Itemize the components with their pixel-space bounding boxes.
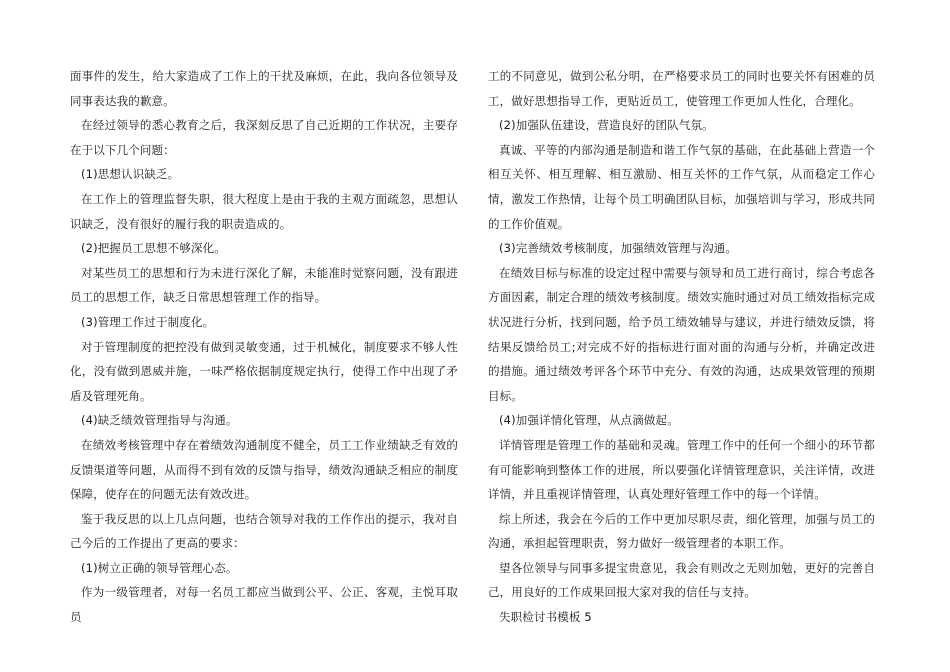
section-heading: (1)树立正确的领导管理心态。 (81, 560, 238, 575)
section-heading: (4)缺乏绩效管理指导与沟通。 (81, 413, 238, 428)
body-paragraph: 真诚、平等的内部沟通是制造和谐工作气氛的基础，在此基础上营造一个相互关怀、相互理解、相互激励、相互关怀的工作气氛，从而稳定工作心情，激发工作热情，让每个员工明确团队目标，加强培训与学习，形成共同的工作价值观。 (488, 142, 875, 231)
body-paragraph: 在绩效考核管理中存在着绩效沟通制度不健全，员工工作业绩缺乏有效的反馈渠道等问题，从而得不到有效的反馈与指导，绩效沟通缺乏相应的制度保障，使存在的问题无法有效改进。 (70, 437, 458, 502)
body-paragraph: 对某些员工的思想和行为未进行深化了解，未能准时觉察问题，没有跟进员工的思想工作，缺乏日常思想管理工作的指导。 (70, 265, 458, 305)
section-heading: (4)加强详情化管理，从点滴做起。 (499, 413, 679, 428)
body-paragraph: 详情管理是管理工作的基础和灵魂。管理工作中的任何一个细小的环节都有可能影响到整体工作的进展，所以要强化详情管理意识，关注详情，改进详情，并且重视详情管理，认真处理好管理工作中的每一个详情。 (488, 437, 875, 502)
section-heading: (3)管理工作过于制度化。 (81, 314, 215, 329)
body-text: 面事件的发生，给大家造成了工作上的干扰及麻烦，在此，我向各位领导及同事表达我的歉意。 (70, 69, 458, 108)
body-paragraph: 鉴于我反思的以上几点问题，也结合领导对我的工作作出的提示，我对自己今后的工作提出了更高的要求： (70, 511, 458, 551)
section-heading: (3)完善绩效考核制度，加强绩效管理与沟通。 (499, 241, 738, 256)
body-paragraph: 综上所述，我会在今后的工作中更加尽职尽责，细化管理，加强与员工的沟通，承担起管理职责，努力做好一级管理者的本职工作。 (488, 511, 875, 551)
section-heading: (2)加强队伍建设，营造良好的团队气氛。 (499, 118, 714, 133)
body-paragraph: 在工作上的管理监督失职，很大程度上是由于我的主观方面疏忽，思想认识缺乏，没有很好的履行我的职责造成的。 (70, 191, 458, 231)
body-paragraph: 对于管理制度的把控没有做到灵敏变通，过于机械化，制度要求不够人性化，没有做到恩威并施，一味严格依据制度规定执行，使得工作中出现了矛盾及管理死角。 (70, 339, 458, 403)
section-heading: (1)思想认识缺乏。 (81, 167, 180, 182)
section-heading: (2)把握员工思想不够深化。 (81, 241, 226, 256)
body-paragraph: 在绩效目标与标准的设定过程中需要与领导和员工进行商讨，综合考虑各方面因素，制定合理的绩效考核制度。绩效实施时通过对员工绩效指标完成状况进行分析，找到问题，给予员工绩效辅导与建议，并进行绩效反馈，将结果反馈给员工;对完成不好的指标进行面对面的沟通与分析，并确定改进的措施。通过绩效考评各个环节中充分、有效的沟通，达成果效管理的预期目标。 (488, 265, 875, 403)
left-column (70, 64, 458, 630)
next-section-title: 失职检讨书模板 5 (499, 610, 592, 625)
body-paragraph: 作为一级管理者，对每一名员工都应当做到公平、公正、客观，主悦耳取员 (70, 585, 458, 625)
body-paragraph: 望各位领导与同事多提宝贵意见，我会有则改之无则加勉，更好的完善自己，用良好的工作成果回报大家对我的信任与支持。 (488, 560, 875, 600)
right-column (488, 64, 875, 630)
body-text: 工的不同意见，做到公私分明，在严格要求员工的同时也要关怀有困难的员工，做好思想指导工作，更贴近员工，使管理工作更加人性化，合理化。 (488, 69, 875, 108)
body-paragraph: 在经过领导的悉心教育之后，我深刻反思了自己近期的工作状况，主要存在于以下几个问题： (70, 118, 458, 157)
